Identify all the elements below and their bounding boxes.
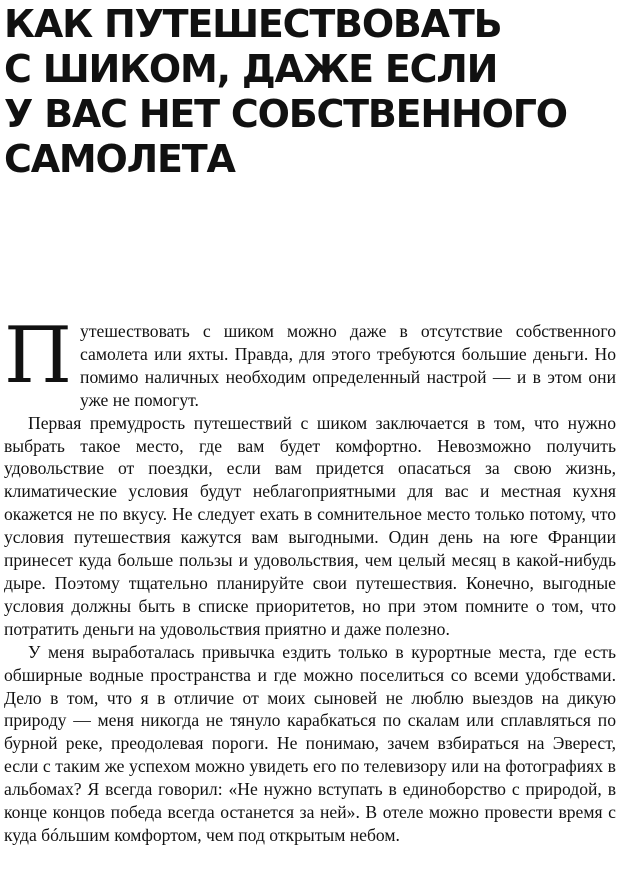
paragraph-1-text: утешествовать с шиком можно даже в отсутствие собственного самолета или яхты. Правда, для этого требуются большие деньги. Но помимо наличных необходим определенный настрой — и в этом они уже не помогут.	[80, 321, 616, 410]
body-paragraph-1	[4, 311, 616, 412]
chapter-title-line-2: С ШИКОМ, ДАЖЕ ЕСЛИ	[4, 47, 498, 91]
body-paragraph-3: У меня выработалась привычка ездить только в курортные места, где есть обширные водные пространства и где можно поселиться со всеми удобствами. Дело в том, что я в отличие от моих сыновей не люблю выездов на дикую природу — меня никогда не тянуло карабкаться по скалам или сплавляться по бурной реке, преодолевая пороги. Не понимаю, зачем взбираться на Эверест, если с таким же успехом можно увидеть его по телевизору или на фотографиях в альбомах? Я всегда говорил: «Не нужно вступать в единоборство с природой, в конце концов победа всегда останется за ней». В отеле можно провести время с куда бóльшим комфортом, чем под открытым небом.	[4, 641, 616, 845]
chapter-title	[4, 2, 616, 182]
chapter-body	[4, 311, 616, 847]
chapter-title-line-1: КАК ПУТЕШЕСТВОВАТЬ	[4, 2, 502, 46]
drop-cap: П	[4, 311, 73, 401]
chapter-title-line-4: САМОЛЕТА	[4, 137, 235, 181]
chapter-title-line-3: У ВАС НЕТ СОБСТВЕННОГО	[4, 92, 567, 136]
body-paragraph-2: Первая премудрость путешествий с шиком заключается в том, что нужно выбрать такое место, где вам будет комфортно. Невозможно получить удовольствие от поездки, если вам придется опасаться за свою жизнь, климатические условия будут неблагоприятными для вас и местная кухня окажется не по вкусу. Не следует ехать в сомнительное место только потому, что условия путешествия кажутся вам выгодными. Один день на юге Франции принесет куда больше пользы и удовольствия, чем целый месяц в какой-нибудь дыре. Поэтому тщательно планируйте свои путешествия. Конечно, выгодные условия должны быть в списке приоритетов, но при этом помните о том, что потратить деньги на удовольствия приятно и даже полезно.	[4, 412, 616, 639]
